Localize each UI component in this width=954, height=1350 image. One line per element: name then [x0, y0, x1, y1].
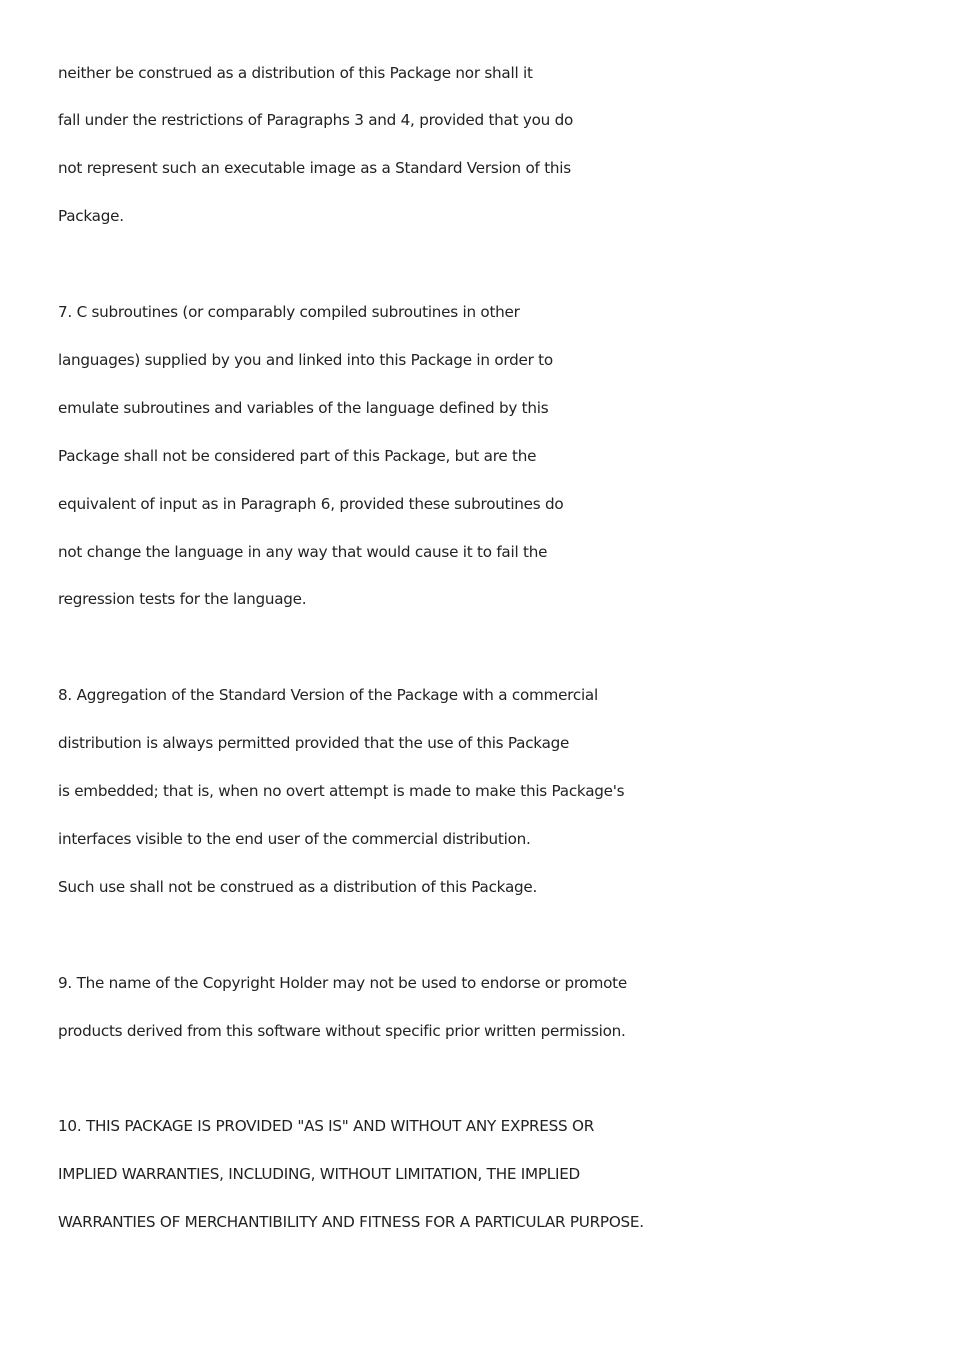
text-line: Package shall not be considered part of this Package, but are the [58, 447, 537, 465]
text-line: neither be construed as a distribution of this Package nor shall it [58, 64, 533, 82]
text-line: 8. Aggregation of the Standard Version of the Package with a commercial [58, 686, 598, 704]
text-line: WARRANTIES OF MERCHANTIBILITY AND FITNESS FOR A PARTICULAR PURPOSE. [58, 1213, 644, 1231]
text-line: equivalent of input as in Paragraph 6, provided these subroutines do [58, 495, 564, 513]
text-line: not change the language in any way that would cause it to fail the [58, 543, 548, 561]
text-line: IMPLIED WARRANTIES, INCLUDING, WITHOUT LIMITATION, THE IMPLIED [58, 1165, 581, 1183]
text-line: 9. The name of the Copyright Holder may not be used to endorse or promote [58, 974, 627, 992]
text-line: fall under the restrictions of Paragraphs 3 and 4, provided that you do [58, 111, 574, 129]
text-line: languages) supplied by you and linked into this Package in order to [58, 351, 553, 369]
text-line: is embedded; that is, when no overt attempt is made to make this Package's [58, 782, 625, 800]
text-line: Such use shall not be construed as a distribution of this Package. [58, 878, 538, 896]
text-line: regression tests for the language. [58, 590, 307, 608]
text-line: not represent such an executable image as a Standard Version of this [58, 159, 571, 177]
text-line: 10. THIS PACKAGE IS PROVIDED "AS IS" AND WITHOUT ANY EXPRESS OR [58, 1117, 595, 1135]
text-line: emulate subroutines and variables of the language defined by this [58, 399, 549, 417]
text-line: 7. C subroutines (or comparably compiled subroutines in other [58, 303, 520, 321]
text-line: Package. [58, 207, 124, 225]
text-line: products derived from this software without specific prior written permission. [58, 1022, 626, 1040]
text-line: interfaces visible to the end user of the commercial distribution. [58, 830, 531, 848]
text-line: distribution is always permitted provided that the use of this Package [58, 734, 570, 752]
